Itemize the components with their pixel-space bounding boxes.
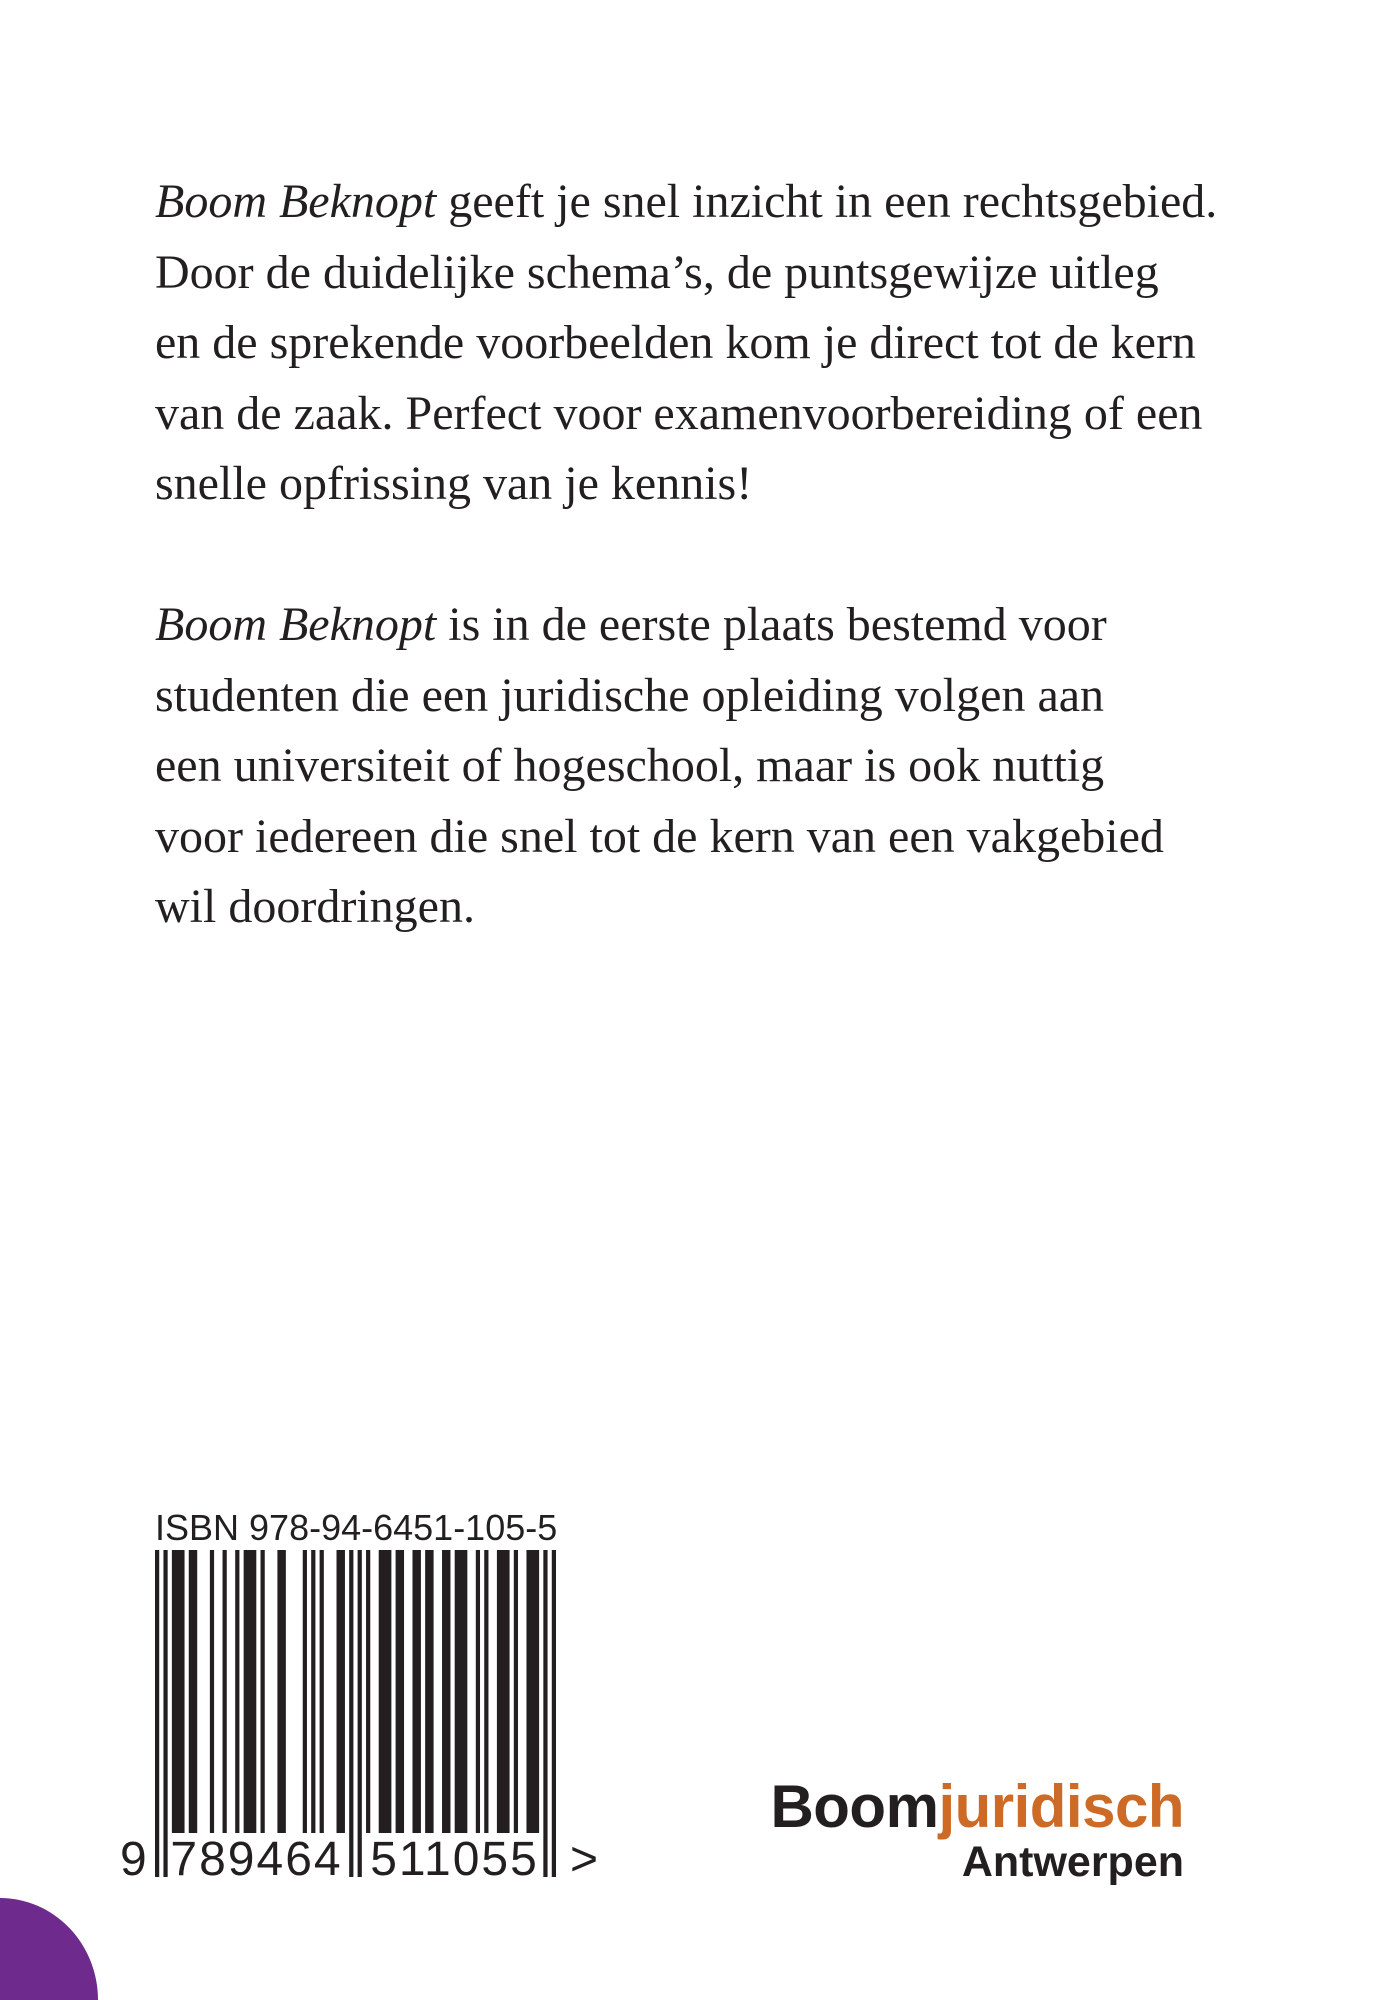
blurb-line: een universiteit of hogeschool, maar is ook nuttig: [155, 739, 1105, 793]
barcode-guard-bar: [155, 1550, 159, 1877]
barcode-bar: [366, 1550, 370, 1833]
blurb-line: [155, 167, 1217, 238]
publisher-name-boom: Boom: [770, 1773, 939, 1840]
barcode-bar: [320, 1550, 324, 1833]
barcode-bar: [396, 1550, 404, 1833]
blurb-line: van de zaak. Perfect voor examenvoorbereiding of een: [155, 386, 1203, 440]
blurb-line: snelle opfrissing van je kennis!: [155, 457, 753, 511]
barcode-bar: [311, 1550, 315, 1833]
barcode-bar: [172, 1550, 185, 1833]
isbn-label: ISBN 978-94-6451-105-5: [155, 1507, 558, 1548]
barcode-bar: [425, 1550, 433, 1833]
blurb-line-text: geeft je snel inzicht in een rechtsgebied.: [436, 175, 1218, 228]
barcode-guard-bar: [349, 1550, 353, 1877]
publisher-location: Antwerpen: [961, 1838, 1184, 1886]
barcode-bar: [223, 1550, 227, 1833]
isbn-barcode: [155, 1550, 556, 1877]
barcode-bar: [235, 1550, 239, 1833]
barcode-guard-bar: [552, 1550, 556, 1877]
series-title: Boom Beknopt: [155, 175, 437, 228]
barcode-guard-bar: [163, 1550, 167, 1877]
publisher-logo: [770, 1773, 1184, 1840]
blurb-paragraph-2: [155, 590, 1164, 943]
barcode-bar: [189, 1550, 197, 1833]
barcode-bar: [277, 1550, 285, 1833]
barcode-right-digits: 511055: [370, 1833, 539, 1886]
blurb-line: en de sprekende voorbeelden kom je direct tot de kern: [155, 316, 1196, 370]
barcode-bar: [514, 1550, 518, 1833]
barcode-guard-bar: [358, 1550, 362, 1877]
barcode-guard-bar: [543, 1550, 547, 1877]
blurb-paragraph-1: [155, 167, 1217, 520]
publisher-name-juridisch: juridisch: [938, 1773, 1184, 1840]
barcode-bar: [484, 1550, 488, 1833]
barcode-bar: [379, 1550, 392, 1833]
barcode-bar: [455, 1550, 468, 1833]
barcode-end-marker: >: [570, 1833, 599, 1886]
barcode-lead-digit: 9: [120, 1833, 147, 1886]
blurb-line: voor iedereen die snel tot de kern van een vakgebied: [155, 809, 1164, 863]
blurb-line: studenten die een juridische opleiding volgen aan: [155, 668, 1105, 722]
blurb-line: Door de duidelijke schema’s, de puntsgewijze uitleg: [155, 245, 1159, 299]
barcode-bar: [442, 1550, 450, 1833]
barcode-bar: [261, 1550, 265, 1833]
barcode-bar: [337, 1550, 345, 1833]
blurb-line-text: is in de eerste plaats bestemd voor: [436, 598, 1107, 651]
blurb-line: wil doordringen.: [155, 880, 475, 934]
barcode-bar: [210, 1550, 214, 1833]
barcode-bar: [244, 1550, 257, 1833]
barcode-bar: [412, 1550, 420, 1833]
blurb-line: [155, 590, 1164, 661]
barcode-bar: [526, 1550, 539, 1833]
barcode-left-digits: 789464: [170, 1833, 343, 1886]
corner-accent-shape: [0, 1898, 98, 2000]
barcode-bar: [497, 1550, 510, 1833]
barcode-bar: [476, 1550, 480, 1833]
barcode-bar: [303, 1550, 307, 1833]
series-title: Boom Beknopt: [155, 598, 437, 651]
